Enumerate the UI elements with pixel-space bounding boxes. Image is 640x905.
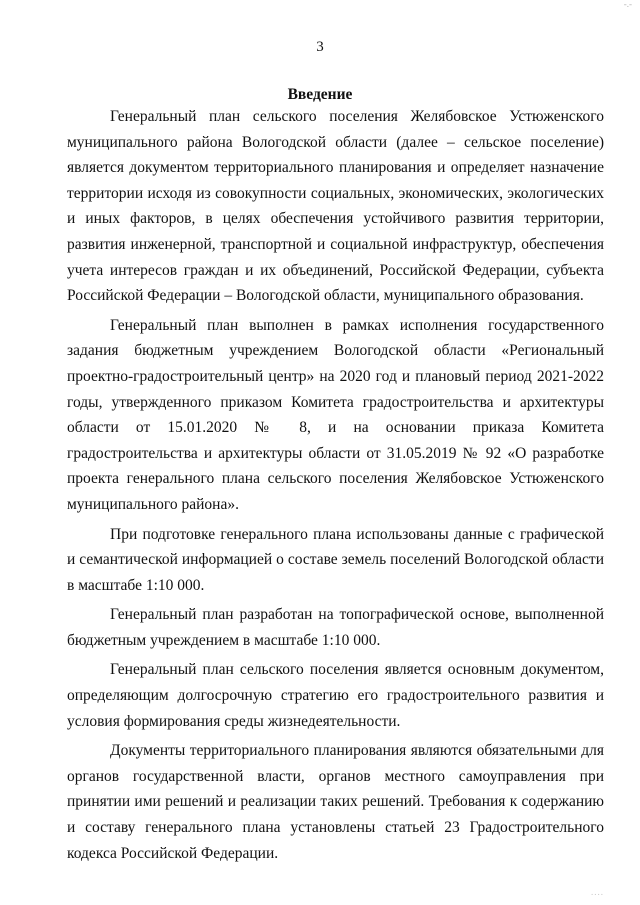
paragraph-5: Генеральный план сельского поселения является основным документом, определяющим долгосрочную стратегию его градостроительного развития и условия формирования среды жизнедеятельности. — [67, 661, 604, 730]
paragraph-6: Документы территориального планирования являются обязательными для органов государственной власти, органов местного самоуправления при принятии ими решений и реализации таких решений. Требования к содержанию и составу генерального плана установлены статьей 23 Градостроительного кодекса Российской Федерации. — [67, 742, 604, 862]
page-number: 3 — [316, 39, 324, 55]
paragraph-2: Генеральный план выполнен в рамках исполнения государственного задания бюджетным учреждением Вологодской области «Региональный проектно-градостроительный центр» на 2020 год и плановый период 2021-2022 годы, утвержденного приказом Комитета градостроительства и архитектуры области от 15.01.2020 № 8, и на основании приказа Комитета градостроительства и архитектуры области от 31.05.2019 № 92 «О разработке проекта генерального плана сельского поселения Желябовское Устюженского муниципального района». — [67, 316, 604, 513]
paragraph-4: Генеральный план разработан на топографической основе, выполненной бюджетным учреждением в масштабе 1:10 000. — [67, 606, 604, 649]
document-body — [67, 104, 604, 870]
paragraph-3: При подготовке генерального плана использованы данные с графической и семантической информацией о составе земель поселений Вологодской области в масштабе 1:10 000. — [67, 525, 604, 594]
paragraph-1: Генеральный план сельского поселения Желябовское Устюженского муниципального района Вологодской области (далее – сельское поселение) является документом территориального планирования и определяет назначение территории исходя из совокупности социальных, экономических, экологических и иных факторов, в целях обеспечения устойчивого развития территории, развития инженерной, транспортной и социальной инфраструктур, обеспечения учета интересов граждан и их объединений, Российской Федерации, субъекта Российской Федерации – Вологодской области, муниципального образования. — [67, 108, 604, 305]
scan-corner-mark: -.- — [623, 0, 632, 9]
scan-footer-mark: .... — [591, 887, 604, 897]
section-title: Введение — [287, 86, 353, 103]
